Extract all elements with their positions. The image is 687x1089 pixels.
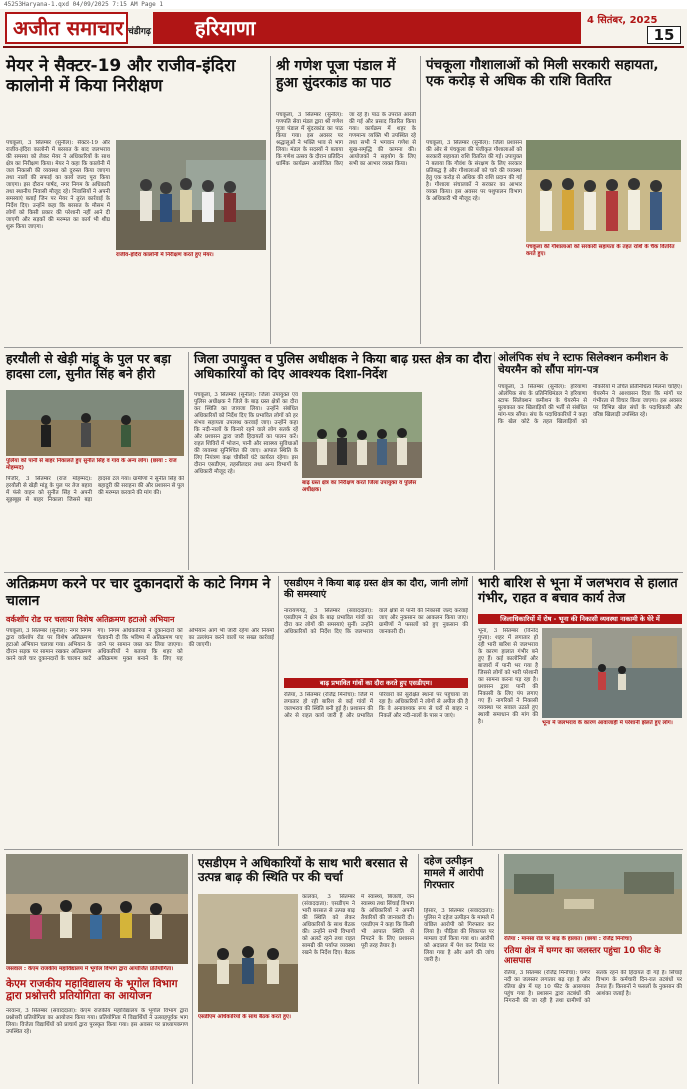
story-sdm-meeting-body: कालका, 3 सितम्बर (संवाददाता): एसडीएम ने भारी बरसात से उत्पन्न बाढ़ की स्थिति को लेकर अधिकारियों के साथ बैठक की। उन्होंने सभी विभागों को अलर्ट रहने तथा राहत सामग्री की पर्याप्त व्यवस्था रखने के निर्देश दिए। बैठक में स्वास्थ्य, बिजली, जन स्वास्थ्य तथा सिंचाई विभाग के अधिकारियों ने अपनी तैयारियों की जानकारी दी। एसडीएम ने कहा कि किसी भी आपात स्थिति से निपटने के लिए प्रशासन पूरी तरह तैयार है।	[302, 894, 414, 956]
page-number: 15	[647, 26, 681, 44]
flooded-road-photo-icon	[504, 854, 682, 934]
story-college-headline: केएम राजकीय महाविद्यालय के भूगोल विभाग द्वारा प्रश्नोत्तरी प्रतियोगिता का आयोजन	[6, 978, 178, 1003]
story-gaushala-photo	[526, 140, 681, 242]
story-flood-dc-body: पंचकूला, 3 सितम्बर (सुनील): जिला उपायुक्त एवं पुलिस अधीक्षक ने जिले के बाढ़ ग्रस्त क्षेत्रों का दौरा कर स्थिति का जायजा लिया। उन्होंने संबंधित अधिकारियों को निर्देश दिए कि प्रभावित लोगों को हर संभव सहायता उपलब्ध करवाई जाए। उन्होंने कहा कि नदी-नालों के किनारे रहने वाले लोग सतर्क रहें और प्रशासन द्वारा जारी हिदायतों का पालन करें। राहत शिविरों में भोजन, पानी और स्वास्थ्य सुविधाओं की व्यवस्था सुनिश्चित की जाए। आपात स्थिति के लिए नियंत्रण कक्ष चौबीसों घंटे कार्यरत रहेगा। इस दौरान एसडीएम, तहसीलदार तथा अन्य विभागों के अधिकारी मौजूद रहे।	[194, 392, 298, 475]
story-encroachment-subhead: वर्कशॉप रोड पर चलाया विशेष अतिक्रमण हटाओ अभियान	[6, 615, 175, 624]
column-rule	[418, 854, 419, 1084]
column-rule	[188, 352, 189, 570]
story-sdm-meeting-headline: एसडीएम ने अधिकारियों के साथ भारी बरसात से उत्पन्न बाढ़ की स्थिति पर की चर्चा	[198, 856, 408, 885]
edition-city: चंडीगढ़	[128, 27, 151, 37]
inspection-photo-icon	[116, 140, 266, 250]
waterlogging-photo-icon	[542, 628, 682, 718]
story-bhuna-caption: भूना में जलभराव के कारण आवाजाही में परेशानी झेलते हुए लोग।	[542, 720, 673, 726]
masthead	[3, 10, 684, 48]
story-ghaggar-photo	[504, 854, 682, 934]
story-encroachment-body: पंचकूला, 3 सितम्बर (सुनील): नगर निगम द्वारा वर्कशॉप रोड पर विशेष अतिक्रमण हटाओ अभियान चलाया गया। अभियान के दौरान सड़क पर सामान रखकर अतिक्रमण करने वाले चार दुकानदारों के चालान काटे गए। निगम अधिकारियों ने दुकानदारों को चेतावनी दी कि भविष्य में अतिक्रमण पाए जाने पर सामान जब्त कर लिया जाएगा। अधिकारियों ने बताया कि शहर को अतिक्रमण मुक्त बनाने के लिए यह अभियान आगे भी जारी रहेगा और नियमों का उल्लंघन करने वालों पर सख्त कार्रवाई की जाएगी।	[6, 628, 274, 662]
column-rule	[498, 854, 499, 1084]
meeting-photo-icon	[198, 894, 298, 1012]
story-flood-dc-caption: बाढ़ ग्रस्त क्षेत्र का निरीक्षण करते जिला उपायुक्त व पुलिस अधीक्षक।	[302, 480, 417, 493]
story-college-body: नरवाना, 3 सितम्बर (संवाददाता): केएम राजकीय महाविद्यालय के भूगोल विभाग द्वारा प्रश्नोत्तरी प्रतियोगिता का आयोजन किया गया। प्रतियोगिता में विद्यार्थियों ने उत्साहपूर्वक भाग लिया। विजेता विद्यार्थियों को प्राचार्य द्वारा पुरस्कृत किया गया। इस अवसर पर प्राध्यापकगण उपस्थित रहे।	[6, 1008, 188, 1035]
story-ghaggar-caption: रतिया : मानसा रोड पर बाढ़ के हालात। (छाया : रजिंद्र मिनोचा)	[504, 936, 633, 942]
story-sdm-visit-banner: बाढ़ प्रभावित गांवों का दौरा करते हुए एसडीएम।	[284, 678, 468, 688]
column-rule	[472, 576, 473, 846]
edition-date: 4 सितंबर, 2025	[587, 15, 658, 26]
story-sdm-visit-headline: एसडीएम ने किया बाढ़ ग्रस्त क्षेत्र का दौरा, जानी लोगों की समस्याएं	[284, 578, 468, 601]
story-bhuna-headline: भारी बारिश से भूना में जलभराव से हालात गंभीर, राहत व बचाव कार्य तेज	[478, 576, 678, 607]
story-gaushala-body-cont	[526, 262, 681, 344]
story-college-caption: जसवाल : केएम राजकीय महाविद्यालय में भूगोल विभाग द्वारा आयोजित प्रतियोगिता।	[6, 966, 174, 972]
story-flood-dc-photo	[302, 392, 422, 478]
column-rule	[192, 854, 193, 1084]
classroom-photo-icon	[6, 854, 188, 964]
row-rule	[4, 849, 683, 850]
flood-visit-photo-icon	[302, 392, 422, 478]
story-flood-dc-body-col3	[426, 392, 490, 568]
print-info-strip: 45253Haryana-1.qxd 04/09/2025 7:15 AM Page 1	[0, 0, 687, 9]
newspaper-logo: अजीत समाचार	[5, 12, 128, 44]
story-bhuna-body: भूना, 3 सितम्बर (विनोद गुप्ता): शहर में लगातार हो रही भारी बारिश से जलभराव के कारण हालात गंभीर बने हुए हैं। कई कालोनियों और बाजारों में पानी भर गया है जिससे लोगों को भारी परेशानी का सामना करना पड़ रहा है। प्रशासन द्वारा पानी की निकासी के लिए पंप लगाए गए हैं। नागरिकों ने निकासी व्यवस्था पर सवाल उठाते हुए स्थायी समाधान की मांग की है।	[478, 628, 538, 725]
story-bridge-caption: पुलिया को पानी से बाहर निकालते हुए सुनीत सिंह व गांव के अन्य लोग। (छाया : राज मोहम्मद)	[6, 458, 177, 471]
row-rule	[4, 572, 683, 573]
column-rule	[420, 56, 421, 344]
story-sdm-visit-body2: रतिया, 3 सितम्बर (रजिंद्र मिनोचा): जिले में लगातार हो रही बारिश से कई गांवों में जलभराव की स्थिति बनी हुई है। प्रशासन की ओर से राहत कार्य जारी हैं और प्रभावित परिवारों को सुरक्षित स्थानों पर पहुंचाया जा रहा है। अधिकारियों ने लोगों से अपील की है कि वे अनावश्यक रूप से घरों से बाहर न निकलें और नदी-नालों के पास न जाएं।	[284, 692, 468, 719]
story-college-photo	[6, 854, 188, 964]
story-bridge-headline: हरयौली से खेड़ी मांडू के पुल पर बड़ा हादसा टला, सुनीत सिंह बने हीरो	[6, 351, 171, 381]
story-mayor-photo	[116, 140, 266, 250]
column-rule	[278, 576, 279, 846]
story-bridge-body: पिंजौर, 3 सितम्बर (राज मोहम्मद): हरयौली से खेड़ी मांडू के पुल पर तेज बहाव में फंसे वाहन को सुनीत सिंह ने अपनी सूझबूझ से बाहर निकाला जिससे बड़ा हादसा टल गया। ग्रामीणों ने सुनीत सिंह की बहादुरी की सराहना की और प्रशासन से पुल की मरम्मत करवाने की मांग की।	[6, 476, 184, 503]
story-sdm-meeting-caption: एसडीएम अधिकारियों के साथ बैठक करते हुए।	[198, 1014, 291, 1020]
column-rule	[270, 56, 271, 344]
story-sdm-visit-body: नारायणगढ़, 3 सितम्बर (संवाददाता): एसडीएम ने क्षेत्र के बाढ़ प्रभावित गांवों का दौरा कर लोगों की समस्याएं सुनीं। उन्होंने अधिकारियों को निर्देश दिए कि जलभराव वाले क्षेत्रों से पानी की निकासी जल्द करवाई जाए और नुकसान का आकलन किया जाए। ग्रामीणों ने फसलों को हुए नुकसान की जानकारी दी।	[284, 608, 468, 635]
story-bridge-photo	[6, 390, 184, 456]
story-sdm-meeting-photo	[198, 894, 298, 1012]
gaushala-photo-icon	[526, 140, 681, 242]
story-ganesh-headline: श्री गणेश पूजा पंडाल में हुआ सुंदरकांड का पाठ	[276, 58, 396, 91]
story-olympic-headline: ओलंपिक संघ ने स्टाफ सिलेक्शन कमीशन के चेयरमैन को सौंपा मांग-पत्र	[498, 352, 668, 377]
story-mayor-headline: मेयर ने सैक्टर-19 और राजीव-इंदिरा कालोनी में किया निरीक्षण	[6, 56, 236, 97]
story-mayor-caption: राजीव-इंदिरा कालोनी में निरीक्षण करते हुए मेयर।	[116, 252, 214, 258]
bridge-photo-icon	[6, 390, 184, 456]
story-bhuna-photo	[542, 628, 682, 718]
story-bhuna-banner: जिलाधिकारियों में रोष - भूना की निकासी व्यवस्था नाकामी के घेरे में	[478, 614, 682, 624]
section-title: हरियाणा	[153, 12, 581, 44]
story-encroachment-headline: अतिक्रमण करने पर चार दुकानदारों के काटे निगम ने चालान	[6, 576, 271, 609]
story-mayor-body-cont	[116, 262, 266, 340]
story-dowry-body: हिसार, 3 सितम्बर (संवाददाता): पुलिस ने दहेज उत्पीड़न के मामले में वांछित आरोपी को गिरफ्तार कर लिया है। पीड़िता की शिकायत पर मामला दर्ज किया गया था। आरोपी को अदालत में पेश कर रिमांड पर लिया गया है और आगे की जांच जारी है।	[424, 908, 494, 963]
row-rule	[4, 347, 683, 348]
story-flood-dc-headline: जिला उपायुक्त व पुलिस अधीक्षक ने किया बाढ़ ग्रस्त क्षेत्र का दौरा अधिकारियों को दिए आवश्यक दिशा-निर्देश	[194, 351, 492, 381]
story-dowry-headline: दहेज उत्पीड़न मामले में आरोपी गिरफ्तार	[424, 856, 484, 891]
story-bhuna-body-cont	[542, 738, 682, 846]
story-gaushala-caption: पंचकूला की गौशालाओं को सरकारी सहायता के तहत राशि के चैक वितरित करते हुए।	[526, 244, 675, 257]
story-ganesh-body: पंचकूला, 3 सितम्बर (सुनील): गणपति सेवा मंडल द्वारा श्री गणेश पूजा पंडाल में सुंदरकांड का पाठ किया गया। इस अवसर पर श्रद्धालुओं ने भक्ति भाव से भाग लिया। मंडल के सदस्यों ने बताया कि गणेश उत्सव के दौरान प्रतिदिन धार्मिक कार्यक्रम आयोजित किए जा रहे हैं। पाठ के उपरांत आरती की गई और प्रसाद वितरित किया गया। कार्यक्रम में शहर के गणमान्य व्यक्ति भी उपस्थित रहे तथा सभी ने भगवान गणेश से सुख-समृद्धि की कामना की। आयोजकों ने सहयोग के लिए सभी का आभार व्यक्त किया।	[276, 112, 416, 167]
story-olympic-body: पंचकूला, 3 सितम्बर (सुनील): हरियाणा ओलंपिक संघ के प्रतिनिधिमंडल ने हरियाणा स्टाफ सिलेक्शन कमीशन के चेयरमैन से मुलाकात कर खिलाड़ियों की भर्ती से संबंधित मांग-पत्र सौंपा। संघ के पदाधिकारियों ने कहा कि खेल कोटे के तहत खिलाड़ियों को नौकरियों में उचित प्रतिनिधित्व मिलना चाहिए। चेयरमैन ने आश्वासन दिया कि मांगों पर गंभीरता से विचार किया जाएगा। इस अवसर पर विभिन्न खेल संघों के पदाधिकारी और वरिष्ठ खिलाड़ी उपस्थित रहे।	[498, 384, 682, 425]
story-gaushala-body: पंचकूला, 3 सितम्बर (सुनील): जिला प्रशासन की ओर से पंचकूला की पंजीकृत गौशालाओं को सरकारी सहायता राशि वितरित की गई। उपायुक्त ने बताया कि गौवंश के संरक्षण के लिए सरकार प्रतिबद्ध है और गौशालाओं को चारे की व्यवस्था हेतु एक करोड़ से अधिक की राशि प्रदान की गई है। गौशाला संचालकों ने सरकार का आभार व्यक्त किया। इस अवसर पर पशुपालन विभाग के अधिकारी भी मौजूद रहे।	[426, 140, 522, 202]
story-mayor-body: पंचकूला, 3 सितम्बर (सुनील): सैक्टर-19 और राजीव-इंदिरा कालोनी में बरसात के बाद जलभराव की समस्या को लेकर मेयर ने अधिकारियों के साथ क्षेत्र का निरीक्षण किया। मेयर ने कहा कि कालोनी में जल निकासी की व्यवस्था को दुरुस्त किया जाएगा तथा नालों की सफाई का कार्य जल्द पूरा किया जाएगा। इस दौरान पार्षद, नगर निगम के अधिकारी तथा स्थानीय निवासी मौजूद रहे। निवासियों ने अपनी समस्याएं बताईं जिन पर मेयर ने तुरंत कार्रवाई के निर्देश दिए। उन्होंने कहा कि बरसात के मौसम में लोगों को किसी प्रकार की परेशानी नहीं आने दी जाएगी और सड़कों की मरम्मत का कार्य भी शीघ्र शुरू किया जाएगा।	[6, 140, 110, 230]
story-gaushala-headline: पंचकूला गौशालाओं को मिली सरकारी सहायता, एक करोड़ से अधिक की राशि वितरित	[426, 57, 659, 89]
story-ghaggar-body: रतिया, 3 सितम्बर (रजिंद्र मिनोचा): घग्गर नदी का जलस्तर लगातार बढ़ रहा है और रतिया क्षेत्र में यह 10 फीट के आसपास पहुंच गया है। प्रशासन द्वारा तटबंधों की निगरानी की जा रही है तथा ग्रामीणों को सतर्क रहने की हिदायत दी गई है। सिंचाई विभाग के कर्मचारी दिन-रात तटबंधों पर तैनात हैं। किसानों ने फसलों के नुकसान की आशंका जताई है।	[504, 970, 682, 1004]
story-flood-dc-body-cont	[302, 498, 422, 568]
story-ghaggar-headline: रतिया क्षेत्र में घग्गर का जलस्तर पहुंचा 10 फीट के आसपास	[504, 946, 661, 967]
column-rule	[494, 352, 495, 570]
